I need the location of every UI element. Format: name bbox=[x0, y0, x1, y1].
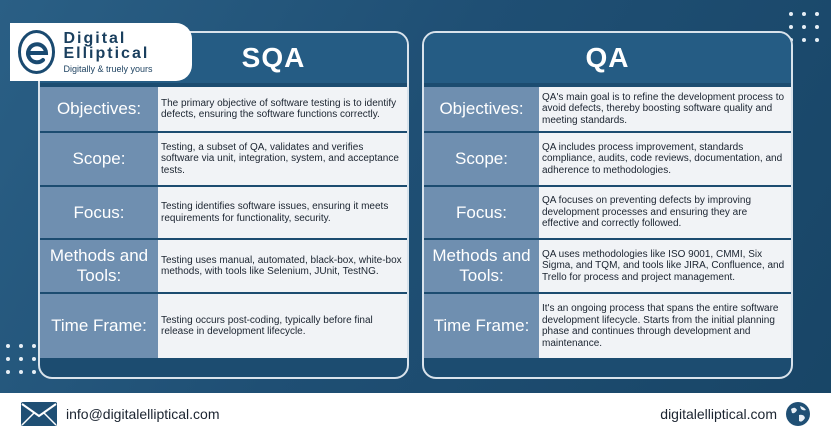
row-text: QA's main goal is to refine the development process to avoid defects, thereby boosting software quality and meeting standards. bbox=[539, 87, 791, 131]
website-url[interactable]: digitalelliptical.com bbox=[660, 406, 777, 422]
row-text: Testing, a subset of QA, validates and verifies software via unit, integration, system, and acceptance tests. bbox=[158, 133, 407, 185]
row-label: Focus: bbox=[40, 187, 158, 238]
globe-icon bbox=[785, 401, 811, 427]
qa-panel bbox=[422, 31, 793, 379]
qa-row-focus bbox=[424, 185, 791, 238]
row-text: It's an ongoing process that spans the entire software development lifecycle. Starts from the initial planning phase and continues through development and maintenance. bbox=[539, 294, 791, 358]
brand-name: Digital Elliptical bbox=[63, 29, 150, 62]
row-text: QA focuses on preventing defects by improving development processes and ensuring they are effective and correctly followed. bbox=[539, 187, 791, 238]
row-label: Objectives: bbox=[40, 87, 158, 131]
footer-email[interactable] bbox=[20, 401, 220, 427]
row-label: Time Frame: bbox=[424, 294, 539, 358]
row-label: Objectives: bbox=[424, 87, 539, 131]
decorative-dots-bottom-left bbox=[6, 344, 36, 374]
row-text: Testing identifies software issues, ensuring it meets requirements for functionality, security. bbox=[158, 187, 407, 238]
mail-icon bbox=[20, 401, 58, 427]
row-text: QA uses methodologies like ISO 9001, CMMI, Six Sigma, and TQM, and tools like JIRA, Confluence, and Trello for process and project management. bbox=[539, 240, 791, 292]
footer-bar bbox=[0, 393, 831, 435]
sqa-panel bbox=[38, 31, 409, 379]
brand-tagline: Digitally & truely yours bbox=[63, 63, 153, 74]
brand-logo bbox=[10, 23, 192, 81]
logo-mark-icon bbox=[18, 30, 55, 74]
row-label: Methods and Tools: bbox=[424, 240, 539, 292]
row-text: The primary objective of software testing is to identify defects, ensuring the software functions correctly. bbox=[158, 87, 407, 131]
sqa-row-methods-tools bbox=[40, 238, 407, 292]
sqa-title: SQA bbox=[40, 33, 407, 83]
row-label: Scope: bbox=[40, 133, 158, 185]
qa-row-time-frame bbox=[424, 292, 791, 358]
sqa-row-objectives bbox=[40, 87, 407, 131]
email-address[interactable]: info@digitalelliptical.com bbox=[66, 406, 220, 422]
row-label: Focus: bbox=[424, 187, 539, 238]
row-label: Time Frame: bbox=[40, 294, 158, 358]
sqa-row-scope bbox=[40, 131, 407, 185]
qa-title: QA bbox=[424, 33, 791, 83]
row-text: QA includes process improvement, standards compliance, audits, code reviews, documentation, and adherence to methodologies. bbox=[539, 133, 791, 185]
row-text: Testing uses manual, automated, black-box, white-box methods, with tools like Selenium, JUnit, TestNG. bbox=[158, 240, 407, 292]
qa-row-scope bbox=[424, 131, 791, 185]
footer-website[interactable] bbox=[660, 401, 811, 427]
sqa-row-time-frame bbox=[40, 292, 407, 358]
row-label: Scope: bbox=[424, 133, 539, 185]
qa-row-objectives bbox=[424, 87, 791, 131]
row-text: Testing occurs post-coding, typically before final release in development lifecycle. bbox=[158, 294, 407, 358]
row-label: Methods and Tools: bbox=[40, 240, 158, 292]
decorative-dots-top-right bbox=[789, 12, 819, 42]
sqa-row-focus bbox=[40, 185, 407, 238]
qa-row-methods-tools bbox=[424, 238, 791, 292]
